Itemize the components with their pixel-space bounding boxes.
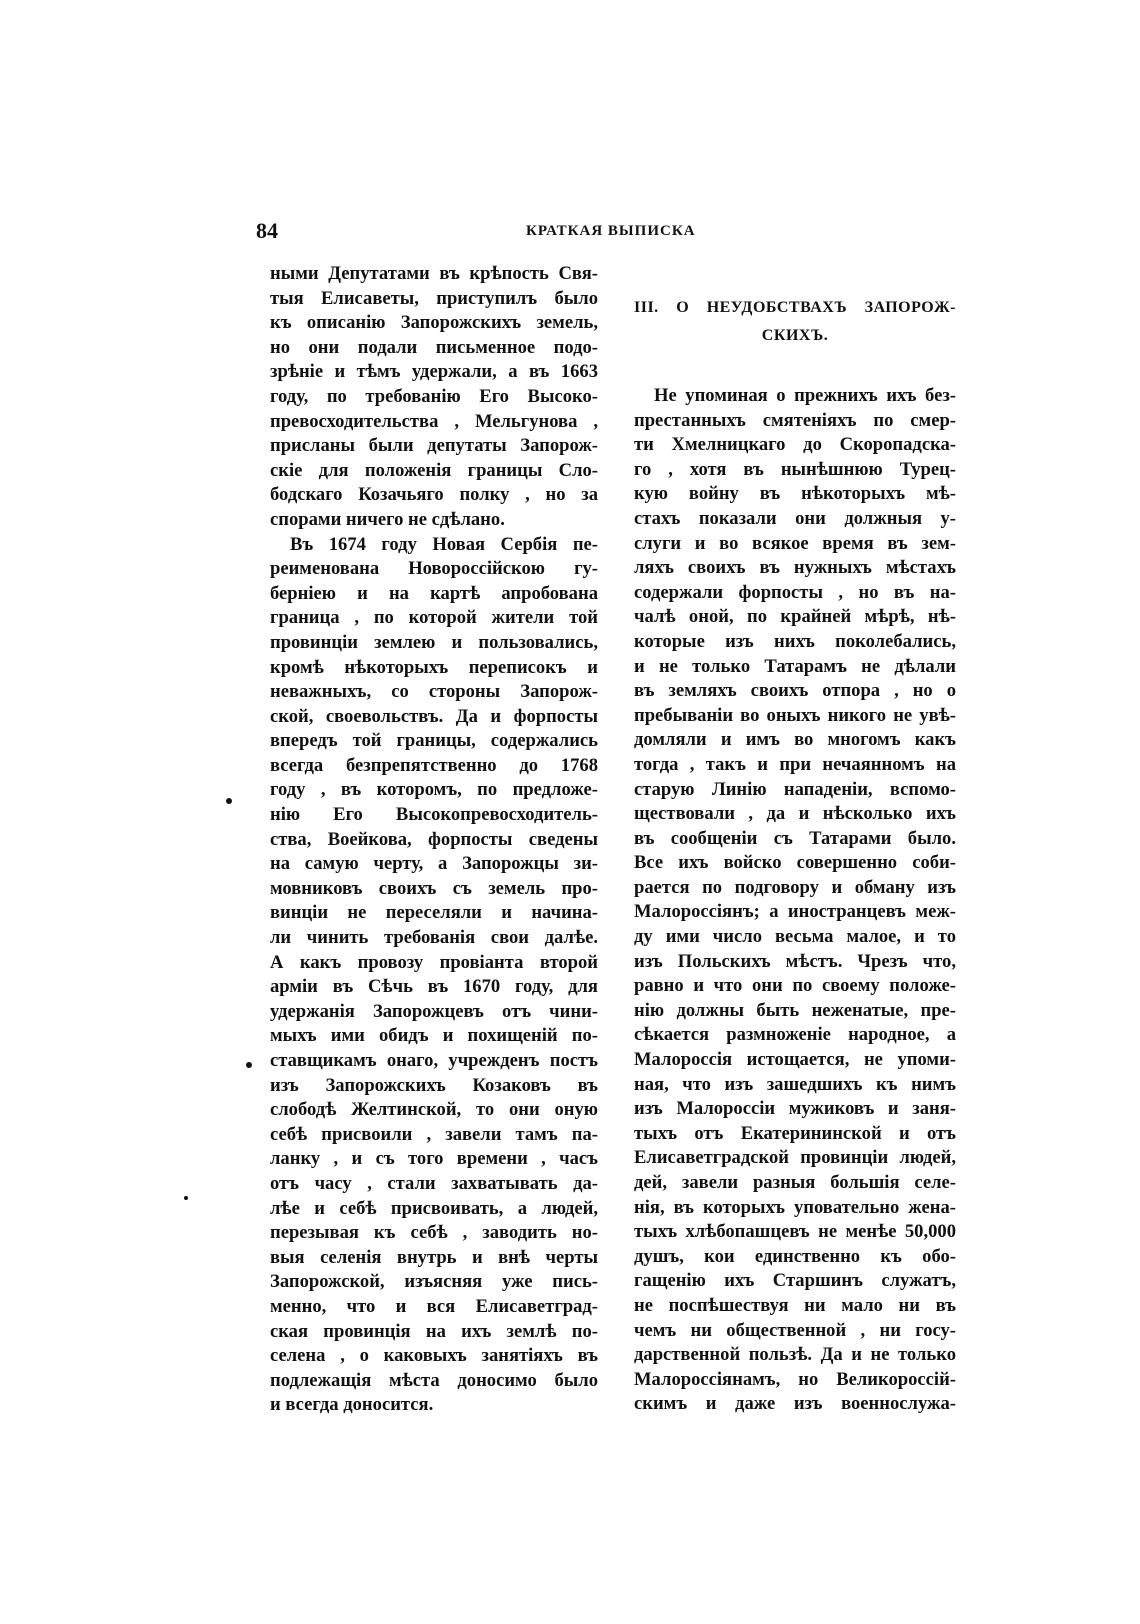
left-column — [270, 262, 598, 1418]
text-line: ду ими число весьма малое, и то — [634, 926, 956, 948]
text-line: ской, своевольствъ. Да и форпосты — [270, 705, 598, 727]
text-line: содержали форпосты , но въ на- — [634, 581, 956, 603]
text-line: душъ, кои единственно къ обо- — [634, 1245, 956, 1267]
text-line: гащенію ихъ Старшинъ служатъ, — [634, 1270, 956, 1292]
text-line: реименована Новороссійскою гу- — [270, 558, 598, 580]
text-line: впередъ той границы, содержались — [270, 730, 598, 752]
text-line: подлежащія мѣста доносимо было — [270, 1369, 598, 1391]
text-line: слободѣ Желтинской, то они оную — [270, 1099, 598, 1121]
section-heading — [634, 294, 956, 350]
text-line: селена , о каковыхъ занятіяхъ въ — [270, 1345, 598, 1367]
text-line: скіе для положенія границы Сло- — [270, 459, 598, 481]
text-line: не поспѣшествуя ни мало ни въ — [634, 1294, 956, 1316]
text-line: мовниковъ своихъ съ земель про- — [270, 877, 598, 899]
paragraph-start-line: Въ 1674 году Новая Сербія пе- — [290, 533, 598, 555]
text-line: Малороссіянъ; а иностранцевъ меж- — [634, 901, 956, 923]
text-line: го , хотя въ нынѣшнюю Турец- — [634, 458, 956, 480]
right-column — [634, 294, 956, 1417]
text-line: ская провинція на ихъ землѣ по- — [270, 1320, 598, 1342]
text-line: всегда безпрепятственно до 1768 — [270, 754, 598, 776]
text-line: стахъ показали они должныя у- — [634, 507, 956, 529]
text-line: арміи въ Сѣчь въ 1670 году, для — [270, 976, 598, 998]
text-line: тогда , такъ и при нечаянномъ на — [634, 753, 956, 775]
text-line: ляхъ своихъ въ нужныхъ мѣстахъ — [634, 557, 956, 579]
text-line: изъ Польскихъ мѣстъ. Чрезъ что, — [634, 950, 956, 972]
text-line: ли чинить требованія свои далѣе. — [270, 927, 598, 949]
scan-speck — [184, 1196, 188, 1200]
text-line: въ земляхъ своихъ отпора , но о — [634, 680, 956, 702]
text-line: нію должны быть неженатые, пре- — [634, 999, 956, 1021]
text-line: ства, Воейкова, форпосты сведены — [270, 828, 598, 850]
text-line: отъ часу , стали захватывать да- — [270, 1172, 598, 1194]
text-line: но они подали письменное подо- — [270, 336, 598, 358]
text-line: кую войну въ нѣкоторыхъ мѣ- — [634, 483, 956, 505]
text-line: тыхъ отъ Екатерининской и отъ — [634, 1122, 956, 1144]
text-line: мыхъ ими обидъ и похищеній по- — [270, 1025, 598, 1047]
text-line: ная, что изъ зашедшихъ къ нимъ — [634, 1073, 956, 1095]
text-line: въ сообщеніи съ Татарами было. — [634, 827, 956, 849]
text-line: ставщикамъ онаго, учрежденъ постъ — [270, 1050, 598, 1071]
text-line: дей, завели разныя большія селе- — [634, 1172, 956, 1193]
text-line: лѣе и себѣ присвоивать, а людей, — [270, 1197, 598, 1219]
text-line: менно, что и вся Елисаветград- — [270, 1295, 598, 1317]
text-line: равно и что они по своему положе- — [634, 975, 956, 997]
text-line: которые изъ нихъ поколебались, — [634, 630, 956, 652]
text-line: и не только Татарамъ не дѣлали — [634, 655, 956, 677]
section-heading-line: III. О НЕУДОБСТВАХЪ ЗАПОРОЖ- — [634, 299, 956, 316]
text-line: чалѣ оной, по крайней мѣрѣ, нѣ- — [634, 606, 956, 628]
text-line: сѣкается размноженіе народное, а — [634, 1024, 956, 1046]
text-line: перезывая къ себѣ , заводить но- — [270, 1222, 598, 1244]
scan-speck — [226, 798, 232, 804]
text-line: году, по требованію Его Высоко- — [270, 385, 598, 407]
text-line: ществовали , да и нѣсколько ихъ — [634, 803, 956, 825]
text-line: къ описанію Запорожскихъ земель, — [270, 312, 598, 334]
text-line: зрѣніе и тѣмъ удержали, а въ 1663 — [270, 361, 598, 383]
text-line: провинціи землею и пользовались, — [270, 631, 598, 653]
text-line: тыхъ хлѣбопашцевъ не менѣе 50,000 — [634, 1221, 956, 1243]
text-line: бодскаго Козачьяго полку , но за — [270, 484, 598, 506]
scan-speck — [246, 1062, 252, 1068]
text-line: Все ихъ войско совершенно соби- — [634, 852, 956, 874]
text-line: изъ Малороссіи мужиковъ и заня- — [634, 1098, 956, 1120]
text-line: тыя Елисаветы, приступилъ было — [270, 287, 598, 309]
text-line: присланы были депутаты Запорож- — [270, 435, 598, 457]
text-line: Малороссія истощается, не упоми- — [634, 1049, 956, 1071]
text-line: домляли и имъ во многомъ какъ — [634, 729, 956, 751]
text-line: нію Его Высокопревосходитель- — [270, 804, 598, 826]
text-line: неважныхъ, со стороны Запорож- — [270, 681, 598, 703]
page-number: 84 — [256, 218, 278, 243]
text-line: рается по подговору и обману изъ — [634, 876, 956, 898]
text-line: кромѣ нѣкоторыхъ переписокъ и — [270, 656, 598, 678]
text-line: изъ Запорожскихъ Козаковъ въ — [270, 1074, 598, 1096]
text-line: престанныхъ смятеніяхъ по смер- — [634, 409, 956, 431]
text-line: ными Депутатами въ крѣпость Свя- — [270, 263, 598, 284]
text-line: удержанія Запорожцевъ отъ чини- — [270, 1000, 598, 1022]
paragraph-start-line: Не упоминая о прежнихъ ихъ без- — [654, 385, 956, 406]
text-line: Запорожской, изъясняя уже пись- — [270, 1271, 598, 1293]
text-line: Малороссіянамъ, но Великороссій- — [634, 1368, 956, 1390]
text-line: А какъ провозу провіанта второй — [270, 951, 598, 973]
text-line: году , въ которомъ, по предложе- — [270, 779, 598, 801]
text-line: чемъ ни общественной , ни госу- — [634, 1319, 956, 1341]
text-line: Елисаветградской провинціи людей, — [634, 1147, 956, 1169]
text-line: и всегда доносится. — [270, 1394, 434, 1416]
section-heading-line: СКИХЪ. — [761, 327, 829, 344]
text-line: ти Хмелницкаго до Скоропадска- — [634, 434, 956, 456]
text-line: берніею и на картѣ апробована — [270, 582, 598, 604]
text-line: превосходительства , Мельгунова , — [270, 410, 598, 432]
text-line: нія, въ которыхъ уповательно жена- — [634, 1196, 956, 1218]
text-line: дарственной пользѣ. Да и не только — [634, 1344, 956, 1366]
text-line: ланку , и съ того времени , часъ — [270, 1148, 598, 1170]
text-line: винціи не переселяли и начина- — [270, 902, 598, 924]
text-line: слуги и во всякое время въ зем- — [634, 532, 956, 554]
text-line: себѣ присвоили , завели тамъ па- — [270, 1123, 598, 1145]
running-header — [256, 218, 956, 248]
text-line: скимъ и даже изъ военнослужа- — [634, 1393, 956, 1415]
text-line: граница , по которой жители той — [270, 607, 598, 629]
text-line: спорами ничего не сдѣлано. — [270, 508, 505, 530]
text-line: старую Линію нападеніи, вспомо- — [634, 778, 956, 800]
text-line: пребываніи во оныхъ никого не увѣ- — [634, 704, 956, 726]
text-line: на самую черту, а Запорожцы зи- — [270, 853, 598, 875]
running-title: КРАТКАЯ ВЫПИСКА — [526, 223, 696, 239]
text-line: выя селенія внутрь и внѣ черты — [270, 1246, 598, 1268]
